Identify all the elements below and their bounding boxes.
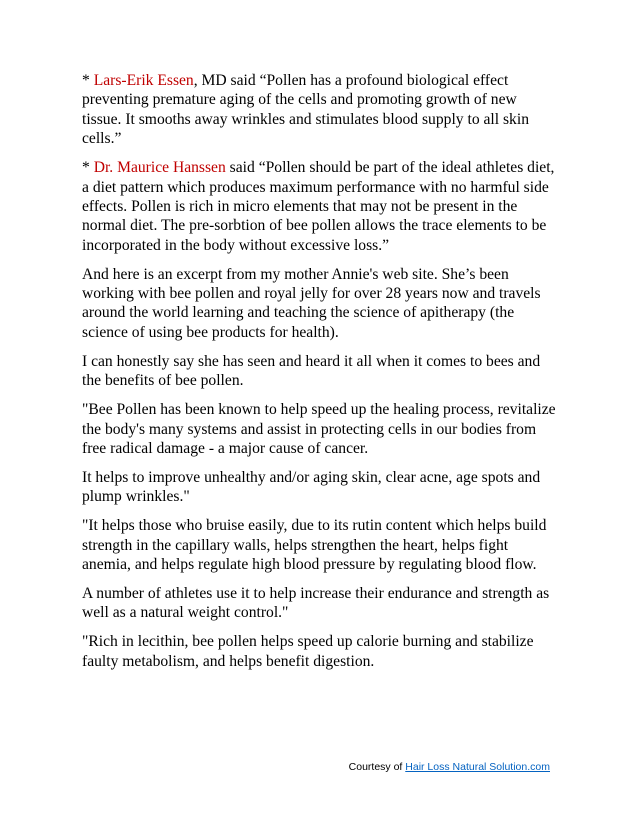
bullet-marker: *: [82, 72, 94, 89]
quote-paragraph-hanssen: [82, 158, 560, 255]
author-name-hanssen: Dr. Maurice Hanssen: [93, 159, 226, 177]
bullet-marker: *: [82, 159, 94, 177]
author-name-essen: Lars-Erik Essen: [93, 72, 194, 89]
body-paragraph: I can honestly say she has seen and heard it all when it comes to bees and the benefits of bee pollen.: [82, 352, 541, 390]
quote-text-hanssen: said “Pollen should be part of the ideal athletes diet, a diet pattern which produces maximum performance with no harmful side effects. Pollen is rich in micro elements that may not be present in the normal diet. The pre-sorbtion of bee pollen allows the trace elements to be incorporated in the body without excessive loss.”: [82, 159, 555, 254]
body-paragraph: "Rich in lecithin, bee pollen helps speed up calorie burning and stabilize faulty metabolism, and helps benefit digestion.: [82, 633, 534, 670]
body-paragraph: A number of athletes use it to help increase their endurance and strength as well as a natural weight control.": [82, 584, 550, 622]
document-body: [82, 71, 560, 680]
footer-prefix: Courtesy of: [348, 761, 406, 773]
body-paragraph: It helps to improve unhealthy and/or aging skin, clear acne, age spots and plump wrinkles.": [82, 468, 541, 506]
footer-link[interactable]: Hair Loss Natural Solution.com: [405, 761, 550, 773]
quote-text-essen: , MD said “Pollen has a profound biological effect preventing premature aging of the cells and promoting growth of new tissue. It smooths away wrinkles and stimulates blood supply to all skin cells.”: [82, 72, 529, 148]
quote-paragraph-essen: [82, 71, 560, 149]
body-paragraph: And here is an excerpt from my mother Annie's web site. She’s been working with bee pollen and royal jelly for over 28 years now and travels around the world learning and teaching the science of apitherapy (the science of using bee products for health).: [82, 265, 541, 341]
page-footer: [0, 760, 550, 774]
body-paragraph: "It helps those who bruise easily, due to its rutin content which helps build strength in the capillary walls, helps strengthen the heart, helps fight anemia, and helps regulate high blood pressure by regulating blood flow.: [82, 517, 547, 573]
body-paragraph: "Bee Pollen has been known to help speed up the healing process, revitalize the body's many systems and assist in protecting cells in our bodies from free radical damage - a major cause of cancer.: [82, 401, 556, 457]
